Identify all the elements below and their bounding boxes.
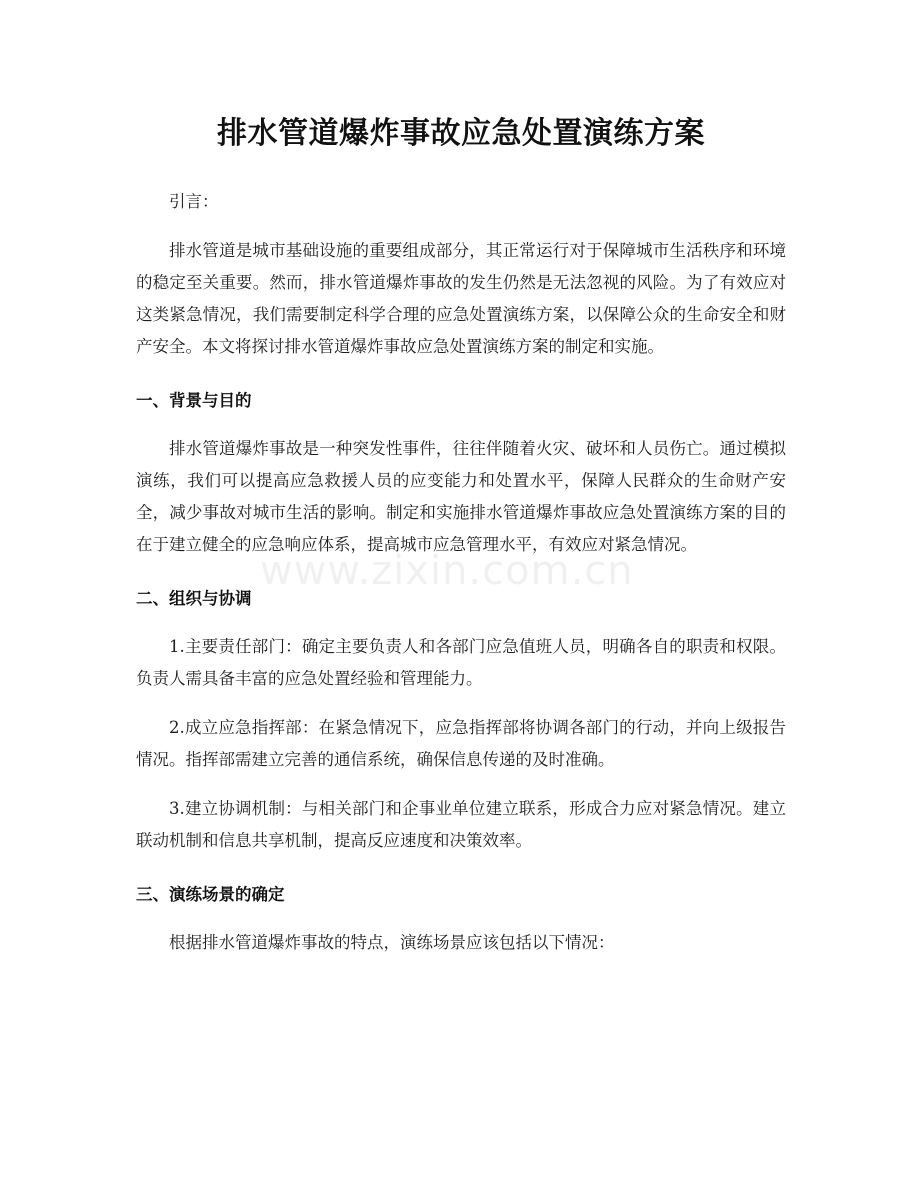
organization-item-2: 2.成立应急指挥部：在紧急情况下，应急指挥部将协调各部门的行动，并向上级报告情况。指挥部需建立完善的通信系统，确保信息传递的及时准确。 [136, 718, 786, 769]
section-background-paragraph: 排水管道爆炸事故是一种突发性事件，往往伴随着火灾、破坏和人员伤亡。通过模拟演练，我们可以提高应急救援人员的应变能力和处置水平，保障人民群众的生命财产安全，减少事故对城市生活的影响。制定和实施排水管道爆炸事故应急处置演练方案的目的在于建立健全的应急响应体系，提高城市应急管理水平，有效应对紧急情况。 [136, 439, 786, 554]
intro-label: 引言： [169, 192, 219, 211]
intro-paragraph: 排水管道是城市基础设施的重要组成部分，其正常运行对于保障城市生活秩序和环境的稳定至关重要。然而，排水管道爆炸事故的发生仍然是无法忽视的风险。为了有效应对这类紧急情况，我们需要制定科学合理的应急处置演练方案，以保障公众的生命安全和财产安全。本文将探讨排水管道爆炸事故应急处置演练方案的制定和实施。 [136, 241, 786, 356]
section-heading-scenario: 三、演练场景的确定 [136, 885, 285, 904]
watermark-text: www.zixin.com.cn [260, 548, 634, 594]
organization-item-1: 1.主要责任部门：确定主要负责人和各部门应急值班人员，明确各自的职责和权限。负责人需具备丰富的应急处置经验和管理能力。 [136, 637, 786, 688]
document-title: 排水管道爆炸事故应急处置演练方案 [217, 116, 705, 151]
scenario-paragraph: 根据排水管道爆炸事故的特点，演练场景应该包括以下情况： [169, 933, 615, 952]
section-heading-background: 一、背景与目的 [136, 391, 252, 410]
section-heading-organization: 二、组织与协调 [136, 589, 252, 608]
organization-item-3: 3.建立协调机制：与相关部门和企事业单位建立联系，形成合力应对紧急情况。建立联动机制和信息共享机制，提高反应速度和决策效率。 [136, 799, 786, 850]
